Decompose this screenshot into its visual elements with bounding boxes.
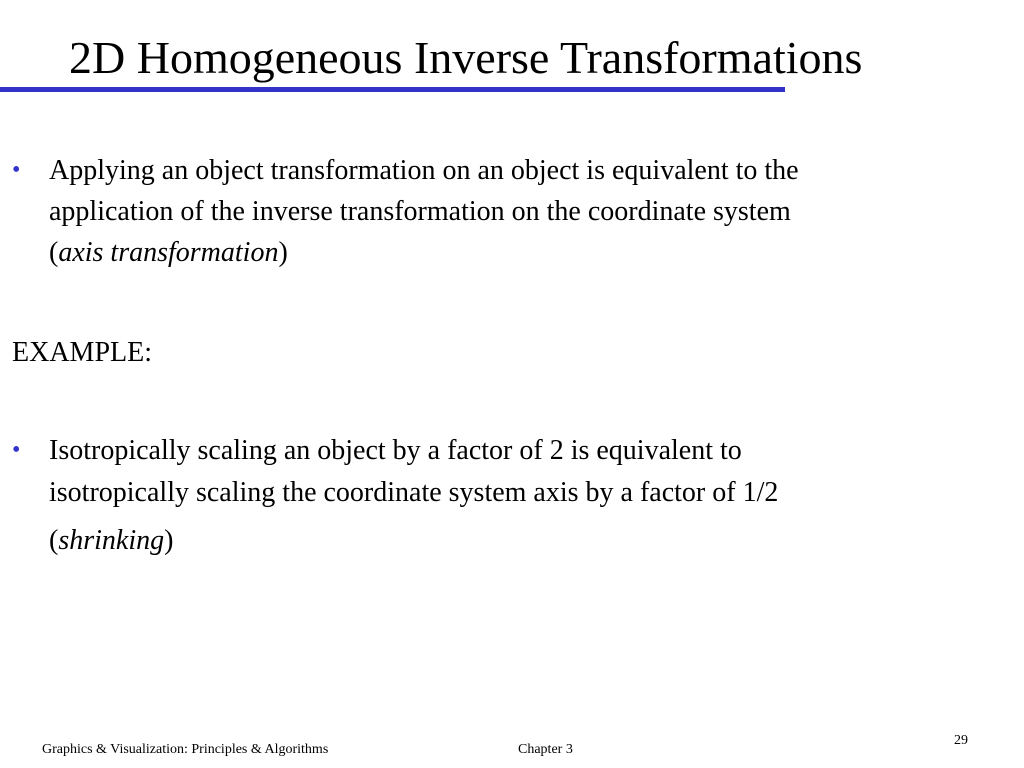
- emphasis-text: axis transformation: [58, 237, 279, 268]
- emphasis-text: shrinking: [58, 525, 165, 556]
- bullet-line: Applying an object transformation on an object is equivalent to the: [49, 155, 799, 186]
- bullet-line: [49, 232, 1012, 273]
- bullet-item-object-transformation: [12, 150, 1012, 273]
- title-underline-rule: [0, 87, 785, 92]
- bullet-line: [49, 520, 1012, 562]
- bullet-text: [49, 150, 1012, 273]
- bullet-marker: •: [12, 157, 21, 183]
- footer-course-title: Graphics & Visualization: Principles & Algorithms: [42, 742, 329, 757]
- bullet-item-isotropic-scaling: [12, 430, 1012, 562]
- page-number: 29: [954, 733, 968, 748]
- bullet-line: isotropically scaling the coordinate system axis by a factor of 1/2: [49, 477, 779, 508]
- footer-chapter: Chapter 3: [518, 742, 573, 757]
- bullet-marker: •: [12, 437, 21, 463]
- open-paren: (: [49, 237, 59, 268]
- bullet-line: Isotropically scaling an object by a factor of 2 is equivalent to: [49, 435, 742, 466]
- bullet-line: application of the inverse transformation on the coordinate system: [49, 196, 791, 227]
- example-label: EXAMPLE:: [12, 337, 152, 368]
- bullet-text: [49, 430, 1012, 562]
- slide-title: 2D Homogeneous Inverse Transformations: [69, 32, 863, 83]
- open-paren: (: [49, 525, 59, 556]
- close-paren: ): [278, 237, 288, 268]
- close-paren: ): [164, 525, 174, 556]
